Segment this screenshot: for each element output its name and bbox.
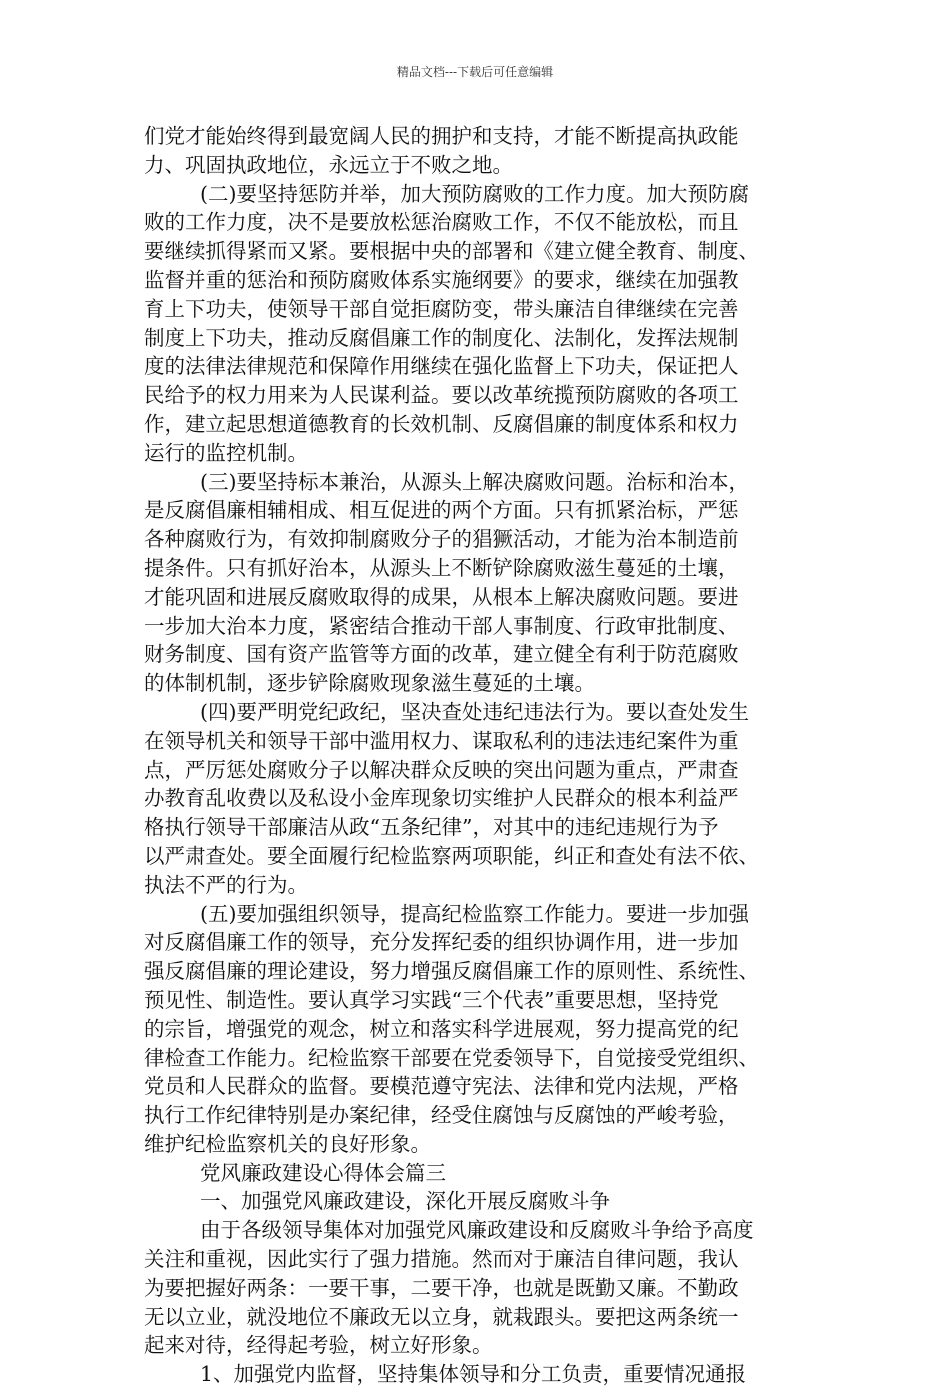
text-line: 监督并重的惩治和预防腐败体系实施纲要》的要求，继续在加强教 [144, 267, 739, 292]
text-line: 运行的监控机制。 [144, 440, 308, 465]
page-header: 精品文档---下载后可任意编辑 [396, 65, 554, 79]
text-line: 财务制度、国有资产监管等方面的改革，建立健全有利于防范腐败 [144, 642, 739, 667]
text-line: 执行工作纪律特别是办案纪律，经受住腐蚀与反腐蚀的严峻考验， [144, 1103, 739, 1128]
text-line: 的体制机制，逐步铲除腐败现象滋生蔓延的土壤。 [144, 671, 595, 696]
text-line: 一步加大治本力度，紧密结合推动干部人事制度、行政审批制度、 [144, 613, 739, 638]
paragraph-start-line: (二)要坚持惩防并举，加大预防腐败的工作力度。加大预防腐 [200, 181, 749, 206]
paragraph-start-line: (四)要严明党纪政纪，坚决查处违纪违法行为。要以查处发生 [200, 699, 749, 724]
text-line: 在领导机关和领导干部中滥用权力、谋取私利的违法违纪案件为重 [144, 728, 739, 753]
text-line: 强反腐倡廉的理论建设，努力增强反腐倡廉工作的原则性、系统性、 [144, 959, 759, 984]
text-line: 败的工作力度，决不是要放松惩治腐败工作，不仅不能放松，而且 [144, 210, 739, 235]
paragraph-start-line: 由于各级领导集体对加强党风廉政建设和反腐败斗争给予高度 [200, 1218, 754, 1243]
text-line: 度的法律法律规范和保障作用继续在强化监督上下功夫，保证把人 [144, 354, 739, 379]
document-body [144, 122, 826, 1389]
paragraph-start-line: (五)要加强组织领导，提高纪检监察工作能力。要进一步加强 [200, 901, 749, 926]
text-line: 以严肃查处。要全面履行纪检监察两项职能，纠正和查处有法不依、 [144, 843, 759, 868]
text-line: 是反腐倡廉相辅相成、相互促进的两个方面。只有抓紧治标，严惩 [144, 498, 739, 523]
text-line: 民给予的权力用来为人民谋利益。要以改革统揽预防腐败的各项工 [144, 383, 739, 408]
text-line: 力、巩固执政地位，永远立于不败之地。 [144, 152, 513, 177]
text-line: 起来对待，经得起考验，树立好形象。 [144, 1333, 493, 1358]
text-line: 制度上下功夫，推动反腐倡廉工作的制度化、法制化，发挥法规制 [144, 325, 739, 350]
text-line: 育上下功夫，使领导干部自觉拒腐防变，带头廉洁自律继续在完善 [144, 296, 739, 321]
text-line: 无以立业，就没地位不廉政无以立身，就栽跟头。要把这两条统一 [144, 1304, 739, 1329]
text-line: 预见性、制造性。要认真学习实践“三个代表”重要思想，坚持党 [144, 987, 719, 1012]
text-line: 要继续抓得紧而又紧。要根据中央的部署和《建立健全教育、制度、 [144, 239, 759, 264]
text-line: 关注和重视，因此实行了强力措施。然而对于廉洁自律问题，我认 [144, 1247, 739, 1272]
text-line: 格执行领导干部廉洁从政“五条纪律”，对其中的违纪违规行为予 [144, 815, 719, 840]
text-line: 点，严厉惩处腐败分子以解决群众反映的突出问题为重点，严肃查 [144, 757, 739, 782]
text-line: 提条件。只有抓好治本，从源头上不断铲除腐败滋生蔓延的土壤， [144, 555, 739, 580]
text-line: 对反腐倡廉工作的领导，充分发挥纪委的组织协调作用，进一步加 [144, 930, 739, 955]
text-line: 为要把握好两条：一要干事，二要干净，也就是既勤又廉。不勤政 [144, 1275, 739, 1300]
paragraph-start-line: 1、加强党内监督，坚持集体领导和分工负责，重要情况通报 [200, 1362, 747, 1387]
section-title: 党风廉政建设心得体会篇三 [200, 1160, 446, 1185]
subsection-heading: 一、加强党风廉政建设，深化开展反腐败斗争 [200, 1189, 610, 1214]
paragraph-start-line: (三)要坚持标本兼治，从源头上解决腐败问题。治标和治本， [200, 469, 749, 494]
text-line: 的宗旨，增强党的观念，树立和落实科学进展观，努力提高党的纪 [144, 1016, 739, 1041]
text-line: 律检查工作能力。纪检监察干部要在党委领导下，自觉接受党组织、 [144, 1045, 759, 1070]
text-line: 办教育乱收费以及私设小金库现象切实维护人民群众的根本利益严 [144, 786, 739, 811]
text-line: 执法不严的行为。 [144, 872, 308, 897]
text-line: 各种腐败行为，有效抑制腐败分子的猖獗活动，才能为治本制造前 [144, 527, 739, 552]
text-line: 们党才能始终得到最宽阔人民的拥护和支持，才能不断提高执政能 [144, 124, 739, 148]
text-line: 作，建立起思想道德教育的长效机制、反腐倡廉的制度体系和权力 [144, 411, 739, 436]
text-line: 才能巩固和进展反腐败取得的成果，从根本上解决腐败问题。要进 [144, 584, 739, 609]
text-line: 维护纪检监察机关的良好形象。 [144, 1131, 431, 1156]
text-line: 党员和人民群众的监督。要模范遵守宪法、法律和党内法规，严格 [144, 1074, 739, 1099]
